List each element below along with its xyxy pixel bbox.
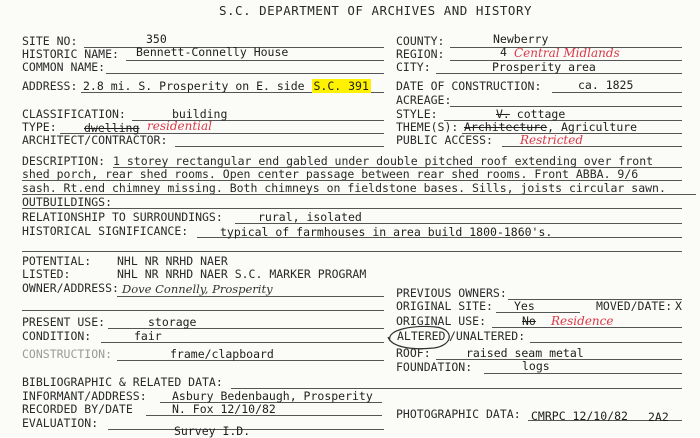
original-use-struck: No: [522, 314, 536, 328]
owner-line: [117, 296, 384, 297]
significance-value: typical of farmhouses in area build 1800-1860's.: [220, 225, 553, 239]
present-use-value: storage: [148, 315, 197, 329]
date-construction-label: DATE OF CONSTRUCTION:: [396, 79, 542, 93]
original-site-value: Yes: [514, 299, 535, 313]
construction-value: frame/clapboard: [170, 347, 274, 361]
recorded-label: RECORDED BY/DATE: [22, 402, 133, 416]
region-handwritten-note: Central Midlands: [514, 46, 620, 60]
foundation-label: FOUNDATION:: [396, 360, 473, 374]
public-access-value: Restricted: [520, 133, 584, 147]
moved-date-value: X: [675, 299, 682, 313]
type-handwritten: residential: [147, 119, 212, 133]
common-name-label: COMMON NAME:: [22, 60, 106, 74]
type-label: TYPE:: [22, 120, 57, 134]
classification-value: building: [172, 107, 228, 121]
description-line-2: shed porch, rear shed rooms. Open center passage between rear shed rooms. Front ABBA. 9/6: [22, 167, 639, 181]
historic-name-label: HISTORIC NAME:: [22, 47, 119, 61]
acreage-line: [450, 106, 682, 107]
themes-struck: Architecture: [464, 120, 548, 134]
roof-label: ROOF:: [396, 346, 431, 360]
region-label: REGION:: [396, 47, 445, 61]
address-main: 2.8 mi. S. Prosperity on E. side: [83, 79, 305, 93]
significance-label: HISTORICAL SIGNIFICANCE:: [22, 224, 189, 238]
potential-options: NHL NR NRHD NAER: [117, 254, 228, 268]
site-no-label: SITE NO:: [22, 34, 78, 48]
owner-label: OWNER/ADDRESS:: [22, 281, 119, 295]
evaluation-value: Survey I.D.: [174, 424, 251, 438]
style-text: cottage: [516, 107, 566, 121]
recorded-value: N. Fox 12/10/82: [172, 402, 276, 416]
style-struck: V.: [496, 107, 510, 121]
site-no-value: 350: [146, 32, 167, 46]
informant-label: INFORMANT/ADDRESS:: [22, 389, 147, 403]
owner-value: Dove Connelly, Prosperity: [122, 282, 273, 296]
themes-label: THEME(S):: [396, 120, 459, 134]
acreage-label: ACREAGE:: [396, 93, 452, 107]
photographic-value: CMRPC 12/10/82: [531, 409, 628, 423]
original-site-label: ORIGINAL SITE:: [396, 299, 493, 313]
significance-rule-2: [22, 251, 682, 252]
photographic-label: PHOTOGRAPHIC DATA:: [396, 407, 521, 421]
region-value: 4: [500, 45, 507, 59]
present-use-label: PRESENT USE:: [22, 315, 106, 329]
potential-label: POTENTIAL:: [22, 254, 92, 268]
foundation-line: [484, 373, 682, 374]
type-struck: dwelling: [84, 121, 140, 135]
historic-name-line: [126, 60, 384, 61]
original-use-handwritten: Residence: [551, 314, 614, 328]
historic-name-value: Bennett-Connelly House: [136, 45, 289, 59]
architect-line: [175, 146, 384, 147]
listed-label: LISTED:: [22, 267, 71, 281]
condition-value: fair: [134, 329, 162, 343]
photographic-extra: 2A2: [648, 410, 669, 424]
city-value: Prosperity area: [492, 60, 596, 74]
common-name-line: [106, 73, 384, 74]
unaltered-label: /UNALTERED:: [449, 329, 526, 343]
city-label: CITY:: [396, 60, 431, 74]
description-rule-3: [22, 194, 696, 195]
address-label: ADDRESS:: [22, 79, 78, 93]
classification-label: CLASSIFICATION:: [22, 107, 126, 121]
foundation-value: logs: [522, 359, 550, 373]
card-header: S.C. DEPARTMENT OF ARCHIVES AND HISTORY: [219, 3, 532, 18]
description-line-1: 1 storey rectangular end gabled under double pitched roof extending over front: [113, 154, 654, 168]
original-use-label: ORIGINAL USE:: [396, 314, 487, 328]
themes-text: , Agriculture: [547, 120, 638, 134]
evaluation-label: EVALUATION:: [22, 416, 99, 430]
county-value: Newberry: [493, 32, 549, 46]
outbuildings-line: [22, 208, 682, 209]
outbuildings-label: OUTBUILDINGS:: [22, 195, 113, 209]
public-access-label: PUBLIC ACCESS:: [396, 133, 493, 147]
informant-value: Asbury Bedenbaugh, Prosperity: [172, 389, 373, 403]
description-label: DESCRIPTION:: [22, 154, 106, 168]
bibliographic-label: BIBLIOGRAPHIC & RELATED DATA:: [22, 375, 223, 389]
address-value: [83, 80, 371, 93]
construction-label: CONSTRUCTION:: [22, 347, 113, 361]
date-construction-line: [552, 92, 682, 93]
roof-value: raised seam metal: [466, 346, 584, 360]
architect-label: ARCHITECT/CONTRACTOR:: [22, 133, 168, 147]
county-label: COUNTY:: [396, 34, 445, 48]
date-construction-value: ca. 1825: [578, 78, 634, 92]
listed-options: NHL NR NRHD NAER S.C. MARKER PROGRAM: [117, 267, 367, 281]
relationship-value: rural, isolated: [258, 210, 362, 224]
unaltered-line: [530, 342, 682, 343]
condition-label: CONDITION:: [22, 329, 92, 343]
style-label: STYLE:: [396, 107, 438, 121]
relationship-label: RELATIONSHIP TO SURROUNDINGS:: [22, 210, 223, 224]
original-site-line: [496, 312, 580, 313]
owner-rule-2: [22, 310, 384, 311]
altered-label: ALTERED: [397, 329, 446, 343]
moved-date-label: MOVED/DATE:: [596, 299, 673, 313]
description-line-3: sash. Rt.end chimney missing. Both chimneys on fieldstone bases. Sills, joists circular sawn.: [22, 181, 666, 195]
previous-owners-label: PREVIOUS OWNERS:: [396, 286, 507, 300]
address-highlight: S.C. 391: [313, 79, 369, 93]
